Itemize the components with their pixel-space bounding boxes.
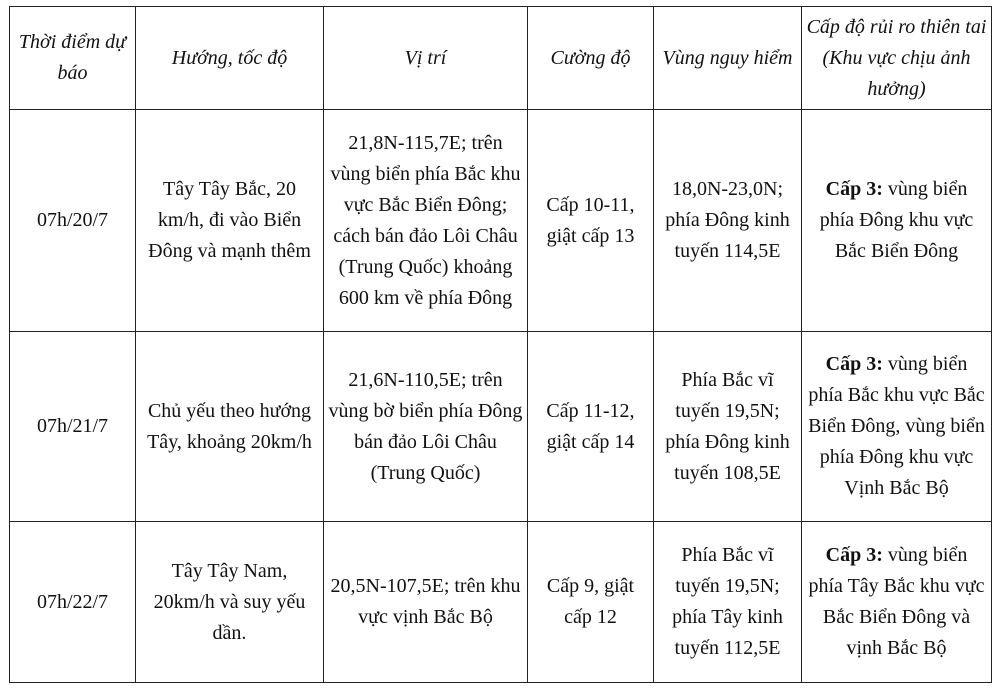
risk-level-text: vùng biển phía Bắc khu vực Bắc Biển Đông, vùng biển phía Đông khu vực Vịnh Bắc Bộ — [808, 353, 985, 499]
cell-direction: Tây Tây Bắc, 20 km/h, đi vào Biển Đông và mạnh thêm — [136, 110, 324, 332]
risk-level-text: vùng biển phía Tây Bắc khu vực Bắc Biển Đông và vịnh Bắc Bộ — [808, 544, 985, 659]
cell-risk-level — [802, 110, 992, 332]
header-risk-level: Cấp độ rủi ro thiên tai (Khu vực chịu ảnh hưởng) — [802, 7, 992, 110]
risk-level-label: Cấp 3: — [825, 178, 883, 200]
cell-danger-zone: 18,0N-23,0N; phía Đông kinh tuyến 114,5E — [654, 110, 802, 332]
header-intensity: Cường độ — [528, 7, 654, 110]
cell-direction: Tây Tây Nam, 20km/h và suy yếu dần. — [136, 522, 324, 683]
cell-position: 20,5N-107,5E; trên khu vực vịnh Bắc Bộ — [324, 522, 528, 683]
header-row — [10, 7, 992, 110]
risk-level-text: vùng biển phía Đông khu vực Bắc Biển Đông — [819, 178, 974, 262]
cell-direction: Chủ yếu theo hướng Tây, khoảng 20km/h — [136, 332, 324, 522]
cell-intensity: Cấp 10-11, giật cấp 13 — [528, 110, 654, 332]
storm-forecast-table — [9, 6, 992, 683]
cell-time: 07h/20/7 — [10, 110, 136, 332]
cell-position: 21,8N-115,7E; trên vùng biển phía Bắc khu vực Bắc Biển Đông; cách bán đảo Lôi Châu (Trung Quốc) khoảng 600 km về phía Đông — [324, 110, 528, 332]
cell-intensity: Cấp 9, giật cấp 12 — [528, 522, 654, 683]
table-row — [10, 332, 992, 522]
header-danger-zone: Vùng nguy hiểm — [654, 7, 802, 110]
cell-risk-level — [802, 522, 992, 683]
header-time: Thời điểm dự báo — [10, 7, 136, 110]
cell-time: 07h/22/7 — [10, 522, 136, 683]
header-position: Vị trí — [324, 7, 528, 110]
cell-position: 21,6N-110,5E; trên vùng bờ biển phía Đông bán đảo Lôi Châu (Trung Quốc) — [324, 332, 528, 522]
cell-danger-zone: Phía Bắc vĩ tuyến 19,5N; phía Đông kinh tuyến 108,5E — [654, 332, 802, 522]
cell-danger-zone: Phía Bắc vĩ tuyến 19,5N; phía Tây kinh tuyến 112,5E — [654, 522, 802, 683]
risk-level-label: Cấp 3: — [825, 353, 883, 375]
table-row — [10, 110, 992, 332]
cell-risk-level — [802, 332, 992, 522]
risk-level-label: Cấp 3: — [825, 544, 883, 566]
cell-intensity: Cấp 11-12, giật cấp 14 — [528, 332, 654, 522]
cell-time: 07h/21/7 — [10, 332, 136, 522]
header-direction: Hướng, tốc độ — [136, 7, 324, 110]
table-row — [10, 522, 992, 683]
